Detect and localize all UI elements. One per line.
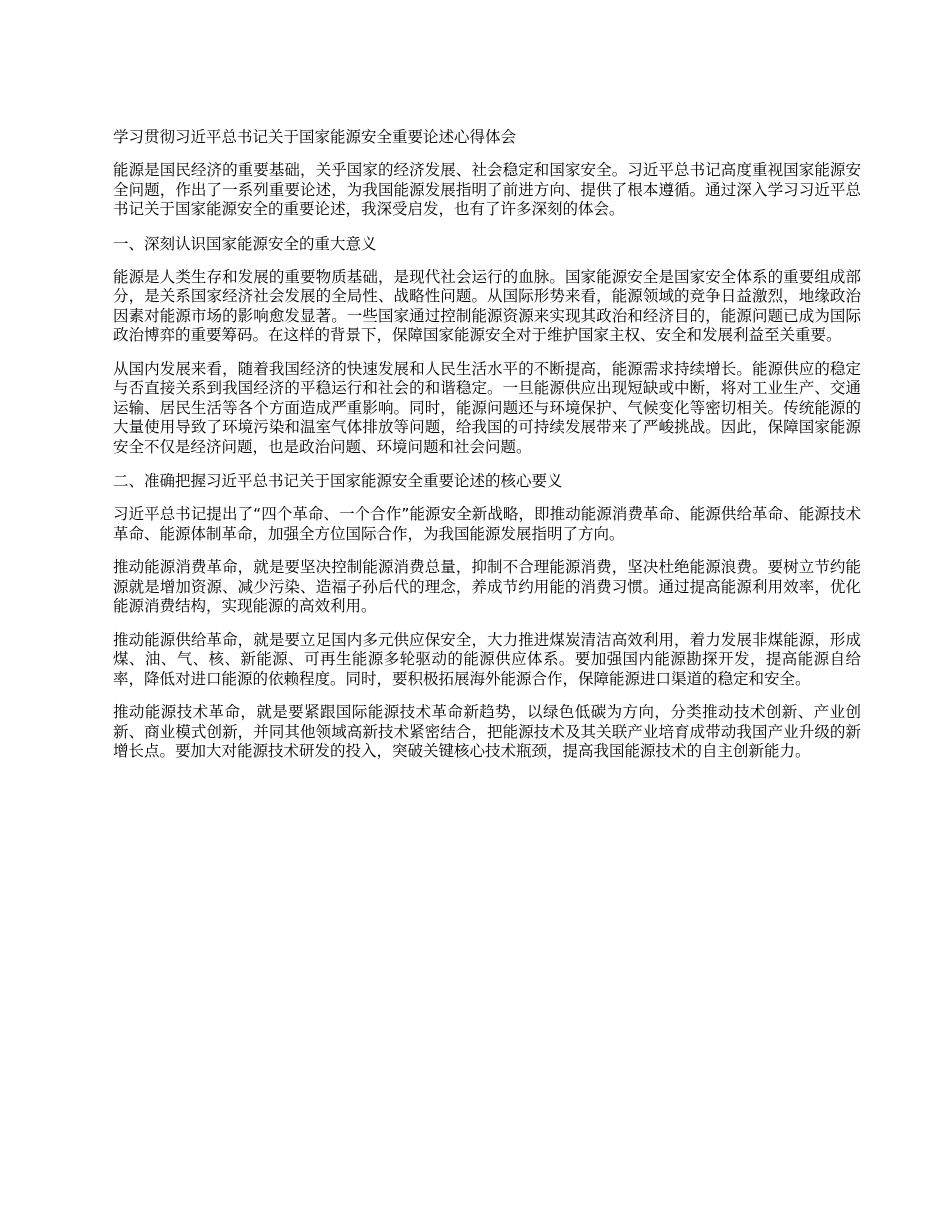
document-page [113,127,861,776]
section-2-paragraph-2: 推动能源消费革命，就是要坚决控制能源消费总量，抑制不合理能源消费，坚决杜绝能源浪费。要树立节约能源就是增加资源、减少污染、造福子孙后代的理念，养成节约用能的消费习惯。通过提高能源利用效率，优化能源消费结构，实现能源的高效利用。 [113,558,861,615]
section-2-paragraph-3: 推动能源供给革命，就是要立足国内多元供应保安全，大力推进煤炭清洁高效利用，着力发展非煤能源，形成煤、油、气、核、新能源、可再生能源多轮驱动的能源供应体系。要加强国内能源勘探开发，提高能源自给率，降低对进口能源的依赖程度。同时，要积极拓展海外能源合作，保障能源进口渠道的稳定和安全。 [113,630,861,688]
section-2-heading: 二、准确把握习近平总书记关于国家能源安全重要论述的核心要义 [113,472,563,490]
document-title: 学习贯彻习近平总书记关于国家能源安全重要论述心得体会 [113,128,517,146]
section-1-paragraph-1: 能源是人类生存和发展的重要物质基础，是现代社会运行的血脉。国家能源安全是国家安全体系的重要组成部分，是关系国家经济社会发展的全局性、战略性问题。从国际形势来看，能源领域的竞争日益激烈，地缘政治因素对能源市场的影响愈发显著。一些国家通过控制能源资源来实现其政治和经济目的，能源问题已成为国际政治博弈的重要筹码。在这样的背景下，保障国家能源安全对于维护国家主权、安全和发展利益至关重要。 [113,267,861,344]
section-2-paragraph-1: 习近平总书记提出了“四个革命、一个合作”能源安全新战略，即推动能源消费革命、能源供给革命、能源技术革命、能源体制革命，加强全方位国际合作，为我国能源发展指明了方向。 [113,505,861,543]
intro-paragraph: 能源是国民经济的重要基础，关乎国家的经济发展、社会稳定和国家安全。习近平总书记高度重视国家能源安全问题，作出了一系列重要论述，为我国能源发展指明了前进方向、提供了根本遵循。通过深入学习习近平总书记关于国家能源安全的重要论述，我深受启发，也有了许多深刻的体会。 [113,161,861,218]
section-1-paragraph-2: 从国内发展来看，随着我国经济的快速发展和人民生活水平的不断提高，能源需求持续增长。能源供应的稳定与否直接关系到我国经济的平稳运行和社会的和谐稳定。一旦能源供应出现短缺或中断，将对工业生产、交通运输、居民生活等各个方面造成严重影响。同时，能源问题还与环境保护、气候变化等密切相关。传统能源的大量使用导致了环境污染和温室气体排放等问题，给我国的可持续发展带来了严峻挑战。因此，保障国家能源安全不仅是经济问题，也是政治问题、环境问题和社会问题。 [113,359,861,456]
section-2-paragraph-4: 推动能源技术革命，就是要紧跟国际能源技术革命新趋势，以绿色低碳为方向，分类推动技术创新、产业创新、商业模式创新，并同其他领域高新技术紧密结合，把能源技术及其关联产业培育成带动我国产业升级的新增长点。要加大对能源技术研发的投入，突破关键核心技术瓶颈，提高我国能源技术的自主创新能力。 [113,703,861,760]
section-1-heading: 一、深刻认识国家能源安全的重大意义 [113,234,377,253]
